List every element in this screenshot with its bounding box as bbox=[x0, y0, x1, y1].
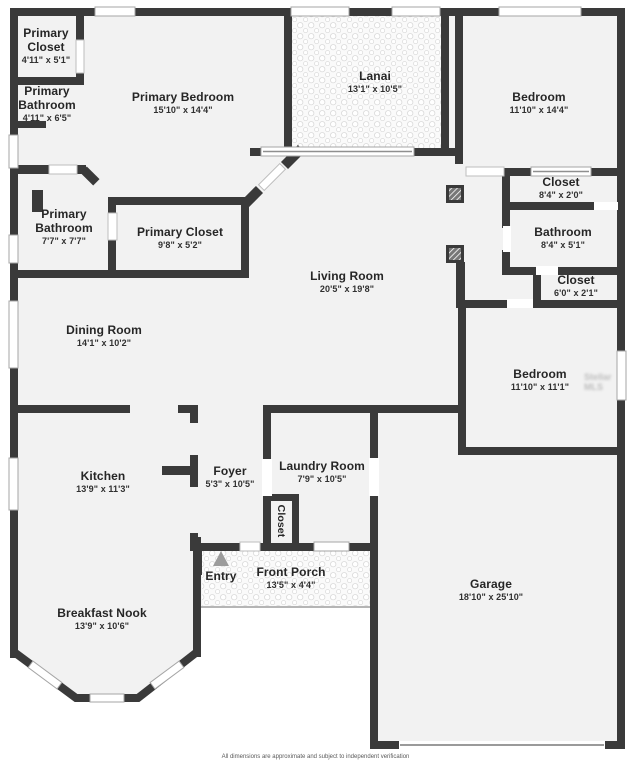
room-label-laundry-room: Laundry Room 7'9" x 10'5" bbox=[279, 458, 365, 484]
room-label-living-room: Living Room 20'5" x 19'8" bbox=[310, 268, 384, 294]
room-label-primary-bathroom-upper: Primary Bathroom 4'11" x 6'5" bbox=[18, 84, 76, 123]
porch-paving bbox=[202, 551, 370, 606]
mls-watermark: Stellar MLS bbox=[584, 372, 612, 392]
room-label-lanai: Lanai 13'1" x 10'5" bbox=[347, 68, 403, 94]
room-label-closet-mid: Closet 6'0" x 2'1" bbox=[554, 272, 598, 298]
room-label-dining-room: Dining Room 14'1" x 10'2" bbox=[66, 322, 142, 348]
room-label-primary-closet-main: Primary Closet 9'8" x 5'2" bbox=[136, 224, 224, 250]
room-label-primary-closet-upper: Primary Closet 4'11" x 5'1" bbox=[21, 26, 71, 65]
disclaimer-text: All dimensions are approximate and subject to independent verification bbox=[221, 754, 410, 760]
room-label-kitchen: Kitchen 13'9" x 11'3" bbox=[76, 468, 130, 494]
room-label-bedroom-right: Bedroom 11'10" x 11'1" bbox=[510, 366, 570, 392]
room-label-foyer: Foyer 5'3" x 10'5" bbox=[205, 463, 255, 489]
room-label-breakfast-nook: Breakfast Nook 13'9" x 10'6" bbox=[57, 605, 147, 631]
room-label-bedroom-top: Bedroom 11'10" x 14'4" bbox=[509, 89, 569, 115]
room-label-garage: Garage 18'10" x 25'10" bbox=[458, 576, 524, 602]
room-label-closet-top: Closet 8'4" x 2'0" bbox=[539, 174, 583, 200]
room-label-primary-bedroom: Primary Bedroom 15'10" x 14'4" bbox=[131, 89, 235, 115]
room-label-entry: Entry bbox=[205, 569, 237, 584]
room-label-primary-bathroom-main: Primary Bathroom 7'7" x 7'7" bbox=[35, 207, 93, 246]
room-label-closet-foyer: Closet bbox=[275, 504, 288, 538]
room-label-bathroom-right: Bathroom 8'4" x 5'1" bbox=[534, 224, 592, 250]
lanai-paving bbox=[292, 16, 441, 148]
room-label-front-porch: Front Porch 13'5" x 4'4" bbox=[256, 564, 326, 590]
